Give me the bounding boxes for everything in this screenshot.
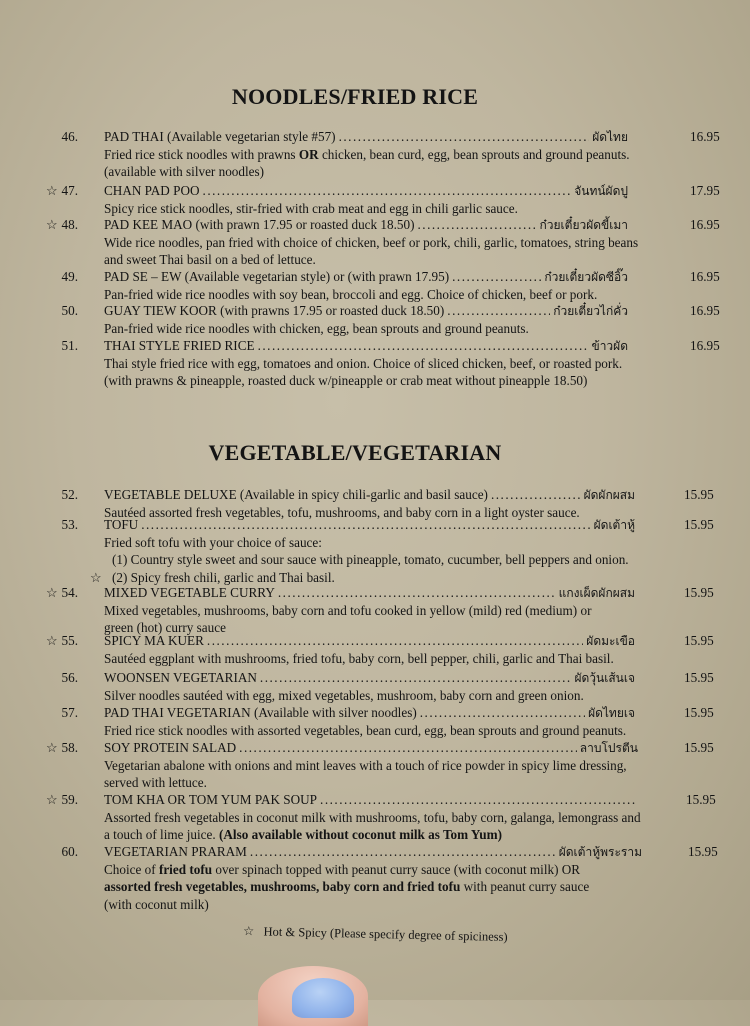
- item-thai-name: ผัดเต้าหู้: [593, 518, 635, 532]
- item-name: PAD THAI (Available vegetarian style #57): [104, 129, 336, 144]
- item-description: (1) Country style sweet and sour sauce with pineapple, tomato, cucumber, bell peppers and onion.: [112, 552, 629, 568]
- item-number: 52.: [61, 487, 78, 502]
- item-thai-name: ข้าวผัด: [591, 339, 628, 353]
- item-thai-name: ลาบโปรตีน: [579, 741, 638, 755]
- item-description: Spicy rice stick noodles, stir-fried with crab meat and egg in chili garlic sauce.: [104, 200, 518, 216]
- item-name: MIXED VEGETABLE CURRY: [104, 585, 275, 600]
- item-number: 56.: [61, 670, 78, 685]
- star-icon: ☆: [242, 924, 255, 939]
- item-thai-name: ผัดผักผสม: [583, 488, 635, 502]
- item-number: 51.: [61, 338, 78, 353]
- item-description: Sautéed eggplant with mushrooms, fried tofu, baby corn, bell pepper, chili, garlic and Thai basil.: [104, 650, 614, 666]
- item-thai-name: ผัดวุ้นเส้นเจ: [574, 671, 635, 685]
- dot-leader: [339, 128, 590, 146]
- item-price: 15.95: [686, 792, 716, 807]
- item-name: SOY PROTEIN SALAD: [104, 740, 237, 755]
- dot-leader: [447, 302, 550, 320]
- section-title-noodles: NOODLES/FRIED RICE: [231, 84, 479, 109]
- spicy-star-icon: ☆: [46, 740, 58, 755]
- item-number: 53.: [61, 517, 78, 532]
- item-price: 15.95: [684, 670, 714, 685]
- spicy-star-icon: ☆: [46, 792, 58, 807]
- item-description: (with prawns & pineapple, roasted duck w/pineapple or crab meat without pineapple 18.50): [104, 373, 588, 389]
- item-description: Choice of fried tofu over spinach topped with peanut curry sauce (with coconut milk) OR: [104, 861, 581, 877]
- item-number: 49.: [61, 269, 78, 284]
- dot-leader: [141, 516, 590, 534]
- item-description: Pan-fried wide rice noodles with chicken, egg, bean sprouts and ground peanuts.: [104, 320, 529, 336]
- spicy-star-icon: ☆: [46, 585, 58, 600]
- item-price: 15.95: [684, 585, 714, 600]
- item-number: 59.: [61, 792, 78, 807]
- item-price: 16.95: [690, 338, 720, 353]
- item-name: VEGETABLE DELUXE (Available in spicy chili-garlic and basil sauce): [104, 487, 488, 502]
- dot-leader: [258, 337, 589, 355]
- item-number: 55.: [61, 633, 78, 648]
- spicy-star-icon: ☆: [46, 183, 58, 198]
- dot-leader: [207, 632, 583, 650]
- item-thai-name: ผัดมะเขือ: [586, 634, 635, 648]
- item-number: 48.: [61, 217, 78, 232]
- item-description: served with lettuce.: [104, 775, 207, 791]
- spicy-legend: [243, 923, 508, 945]
- item-description: green (hot) curry sauce: [104, 620, 226, 636]
- item-price: 15.95: [684, 705, 714, 720]
- section-title-vegetarian: VEGETABLE/VEGETARIAN: [208, 440, 502, 465]
- dot-leader: [417, 216, 536, 234]
- spicy-star-icon: ☆: [46, 217, 58, 232]
- dot-leader: [203, 182, 572, 200]
- item-name: CHAN PAD POO: [104, 183, 200, 198]
- item-description: Pan-fried wide rice noodles with soy bean, broccoli and egg. Choice of chicken, beef or pork.: [104, 286, 598, 302]
- item-description: and sweet Thai basil on a bed of lettuce.: [104, 252, 316, 268]
- dot-leader: [452, 268, 541, 286]
- item-price: 15.95: [684, 633, 714, 648]
- item-description: Assorted fresh vegetables in coconut milk with mushrooms, tofu, baby corn, galanga, lemongrass and: [104, 809, 641, 825]
- item-price: 15.95: [684, 740, 714, 755]
- item-price: 15.95: [684, 517, 714, 532]
- item-description: (available with silver noodles): [104, 164, 265, 180]
- item-description: Fried soft tofu with your choice of sauce:: [104, 534, 322, 550]
- item-name: WOONSEN VEGETARIAN: [104, 670, 257, 685]
- item-thai-name: ก๋วยเตี๋ยวไก่คั่ว: [553, 304, 628, 318]
- dot-leader: [278, 584, 556, 602]
- item-description: Silver noodles sautéed with egg, mixed vegetables, mushroom, baby corn and green onion.: [104, 687, 584, 703]
- item-number: 58.: [61, 740, 78, 755]
- item-number: 60.: [61, 844, 78, 859]
- item-price: 15.95: [688, 844, 718, 859]
- item-thai-name: ผัดไทย: [592, 130, 628, 144]
- item-name: PAD KEE MAO (with prawn 17.95 or roasted duck 18.50): [104, 217, 415, 232]
- dot-leader: [260, 669, 572, 687]
- fingernail: [292, 978, 354, 1018]
- item-thai-name: ผัดไทยเจ: [588, 706, 635, 720]
- item-price: 16.95: [690, 269, 720, 284]
- item-name: PAD SE – EW (Available vegetarian style) or (with prawn 17.95): [104, 269, 450, 284]
- item-name: SPICY MA KUER: [104, 633, 204, 648]
- item-number: 57.: [61, 705, 78, 720]
- item-price: 16.95: [690, 129, 720, 144]
- dot-leader: [320, 791, 637, 809]
- dot-leader: [250, 843, 556, 861]
- item-name: PAD THAI VEGETARIAN (Available with silver noodles): [104, 705, 417, 720]
- item-number: 54.: [61, 585, 78, 600]
- item-name: TOM KHA OR TOM YUM PAK SOUP: [104, 792, 318, 807]
- item-thai-name: ผัดเต้าหู้พระราม: [558, 845, 642, 859]
- item-thai-name: ก๋วยเตี๋ยวผัดซีอิ๊ว: [544, 270, 628, 284]
- item-description: a touch of lime juice. (Also available without coconut milk as Tom Yum): [104, 827, 502, 843]
- item-description: Sautéed assorted fresh vegetables, tofu, mushrooms, and baby corn in a light oyster sauce.: [104, 504, 580, 520]
- item-description: Thai style fried rice with egg, tomatoes and onion. Choice of sliced chicken, beef, or roasted pork.: [104, 355, 623, 371]
- spicy-star-icon: ☆: [90, 569, 102, 585]
- item-description: (with coconut milk): [104, 896, 209, 912]
- item-description: Fried rice stick noodles with assorted vegetables, bean curd, egg, bean sprouts and ground peanuts.: [104, 722, 627, 738]
- item-thai-name: แกงเผ็ดผักผสม: [558, 586, 635, 600]
- dot-leader: [420, 704, 585, 722]
- item-name: VEGETARIAN PRARAM: [104, 844, 247, 859]
- item-description: Wide rice noodles, pan fried with choice of chicken, beef or pork, chili, garlic, tomatoes, string beans: [104, 234, 639, 250]
- item-thai-name: จันทน์ผัดปู: [574, 184, 628, 198]
- spicy-legend-text: Hot & Spicy (Please specify degree of spiciness): [263, 924, 508, 944]
- item-price: 15.95: [684, 487, 714, 502]
- item-description: Mixed vegetables, mushrooms, baby corn and tofu cooked in yellow (mild) red (medium) or: [104, 602, 592, 618]
- item-thai-name: ก๋วยเตี๋ยวผัดขี้เมา: [539, 218, 628, 232]
- item-name: GUAY TIEW KOOR (with prawns 17.95 or roasted duck 18.50): [104, 303, 445, 318]
- item-number: 50.: [61, 303, 78, 318]
- spicy-star-icon: ☆: [46, 633, 58, 648]
- item-name: TOFU: [104, 517, 139, 532]
- dot-leader: [491, 486, 581, 504]
- item-price: 16.95: [690, 217, 720, 232]
- item-description: assorted fresh vegetables, mushrooms, baby corn and fried tofu with peanut curry sauce: [104, 879, 590, 895]
- item-price: 17.95: [690, 183, 720, 198]
- item-price: 16.95: [690, 303, 720, 318]
- item-number: 46.: [61, 129, 78, 144]
- item-description: Fried rice stick noodles with prawns OR chicken, bean curd, egg, bean sprouts and ground peanuts.: [104, 146, 630, 162]
- item-description: Vegetarian abalone with onions and mint leaves with a touch of rice powder in spicy lime dressing,: [104, 757, 627, 773]
- item-name: THAI STYLE FRIED RICE: [104, 338, 255, 353]
- dot-leader: [239, 739, 577, 757]
- item-number: 47.: [61, 183, 78, 198]
- item-description: (2) Spicy fresh chili, garlic and Thai basil.: [112, 569, 335, 585]
